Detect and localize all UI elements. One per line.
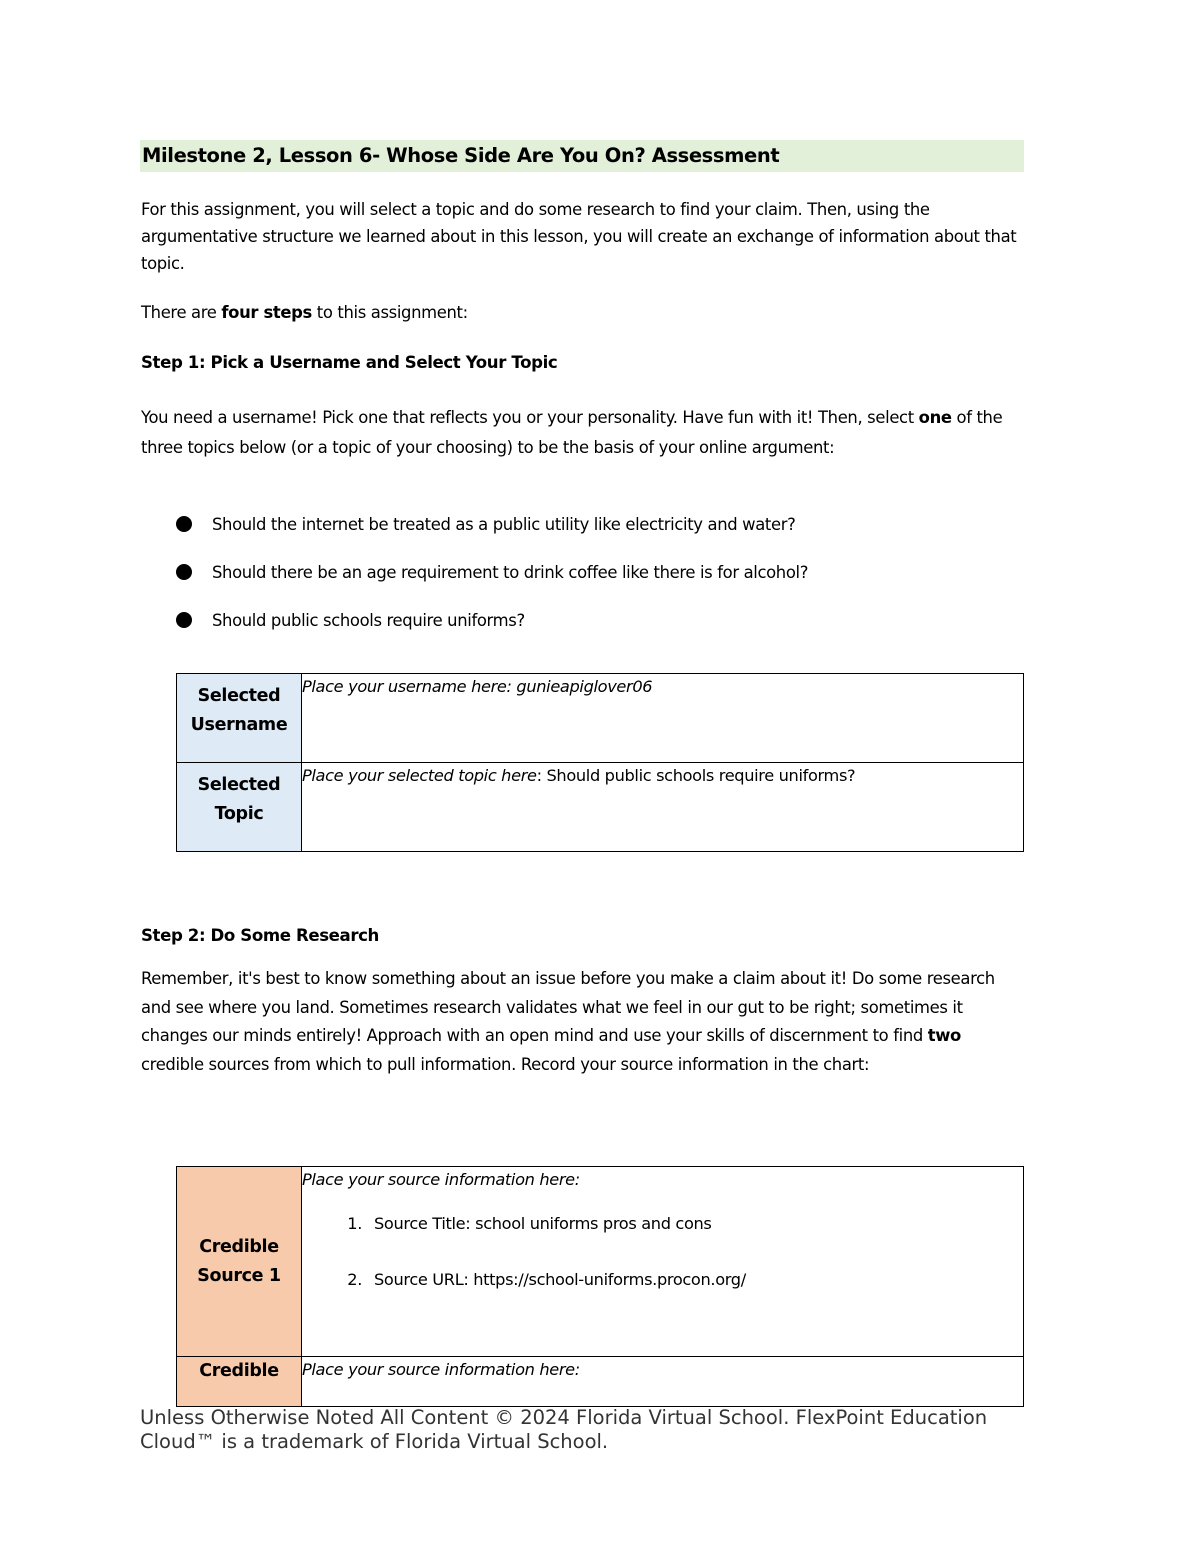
bullet-icon xyxy=(176,516,192,532)
list-item: 1. Source Title: school uniforms pros and cons xyxy=(347,1214,712,1233)
source2-cell[interactable]: Place your source information here: xyxy=(302,1357,1024,1407)
steps-intro: There are four steps to this assignment: xyxy=(141,303,468,322)
step2-heading: Step 2: Do Some Research xyxy=(141,926,379,945)
steps-count: four steps xyxy=(221,303,312,322)
table-row xyxy=(177,1167,1024,1357)
topic-item: Should there be an age requirement to drink coffee like there is for alcohol? xyxy=(176,548,808,596)
source1-list xyxy=(302,1211,1023,1293)
table-row xyxy=(177,1357,1024,1407)
source2-label: Credible xyxy=(177,1357,302,1407)
step2-paragraph: Remember, it's best to know something about an issue before you make a claim about it! Do some research and see where you land. Sometimes research validates what we feel in our gut to be right; sometimes it changes our minds entirely! Approach with an open mind and use your skills of discernment to find two credible sources from which to pull information. Record your source information in the chart: xyxy=(141,969,995,1074)
topic-item: Should the internet be treated as a public utility like electricity and water? xyxy=(176,500,808,548)
topic-cell[interactable]: Place your selected topic here: Should public schools require uniforms? xyxy=(302,763,1024,852)
intro-paragraph: For this assignment, you will select a topic and do some research to find your claim. Then, using the argumentative structure we learned about in this lesson, you will create an exchange of information about that topic. xyxy=(141,200,1017,273)
username-topic-table xyxy=(176,673,1024,852)
table-row xyxy=(177,763,1024,852)
username-cell[interactable]: Place your username here: gunieapiglover06 xyxy=(302,674,1024,763)
copyright-footer: Unless Otherwise Noted All Content © 2024 Florida Virtual School. FlexPoint Education Cloud™ is a trademark of Florida Virtual School. xyxy=(140,1406,988,1453)
bullet-icon xyxy=(176,564,192,580)
table-row xyxy=(177,674,1024,763)
source1-label: Credible Source 1 xyxy=(177,1167,302,1357)
page-title: Milestone 2, Lesson 6- Whose Side Are You On? Assessment xyxy=(142,144,780,167)
username-label: Selected Username xyxy=(177,674,302,763)
topic-item: Should public schools require uniforms? xyxy=(176,596,808,644)
bullet-icon xyxy=(176,612,192,628)
topic-value: : Should public schools require uniforms? xyxy=(536,766,856,785)
topic-label: Selected Topic xyxy=(177,763,302,852)
username-value: gunieapiglover06 xyxy=(516,677,653,696)
list-item: 2. Source URL: https://school-uniforms.procon.org/ xyxy=(347,1270,746,1289)
topic-list xyxy=(176,500,808,644)
sources-table xyxy=(176,1166,1024,1407)
source1-cell[interactable]: Place your source information here: 1. Source Title: school uniforms pros and cons 2. Source URL: https://school-uniforms.procon.org/ xyxy=(302,1167,1024,1357)
step1-heading: Step 1: Pick a Username and Select Your Topic xyxy=(141,353,558,372)
step1-paragraph: You need a username! Pick one that reflects you or your personality. Have fun with it! Then, select one of the three topics below (or a topic of your choosing) to be the basis of your online argument: xyxy=(141,408,1003,457)
